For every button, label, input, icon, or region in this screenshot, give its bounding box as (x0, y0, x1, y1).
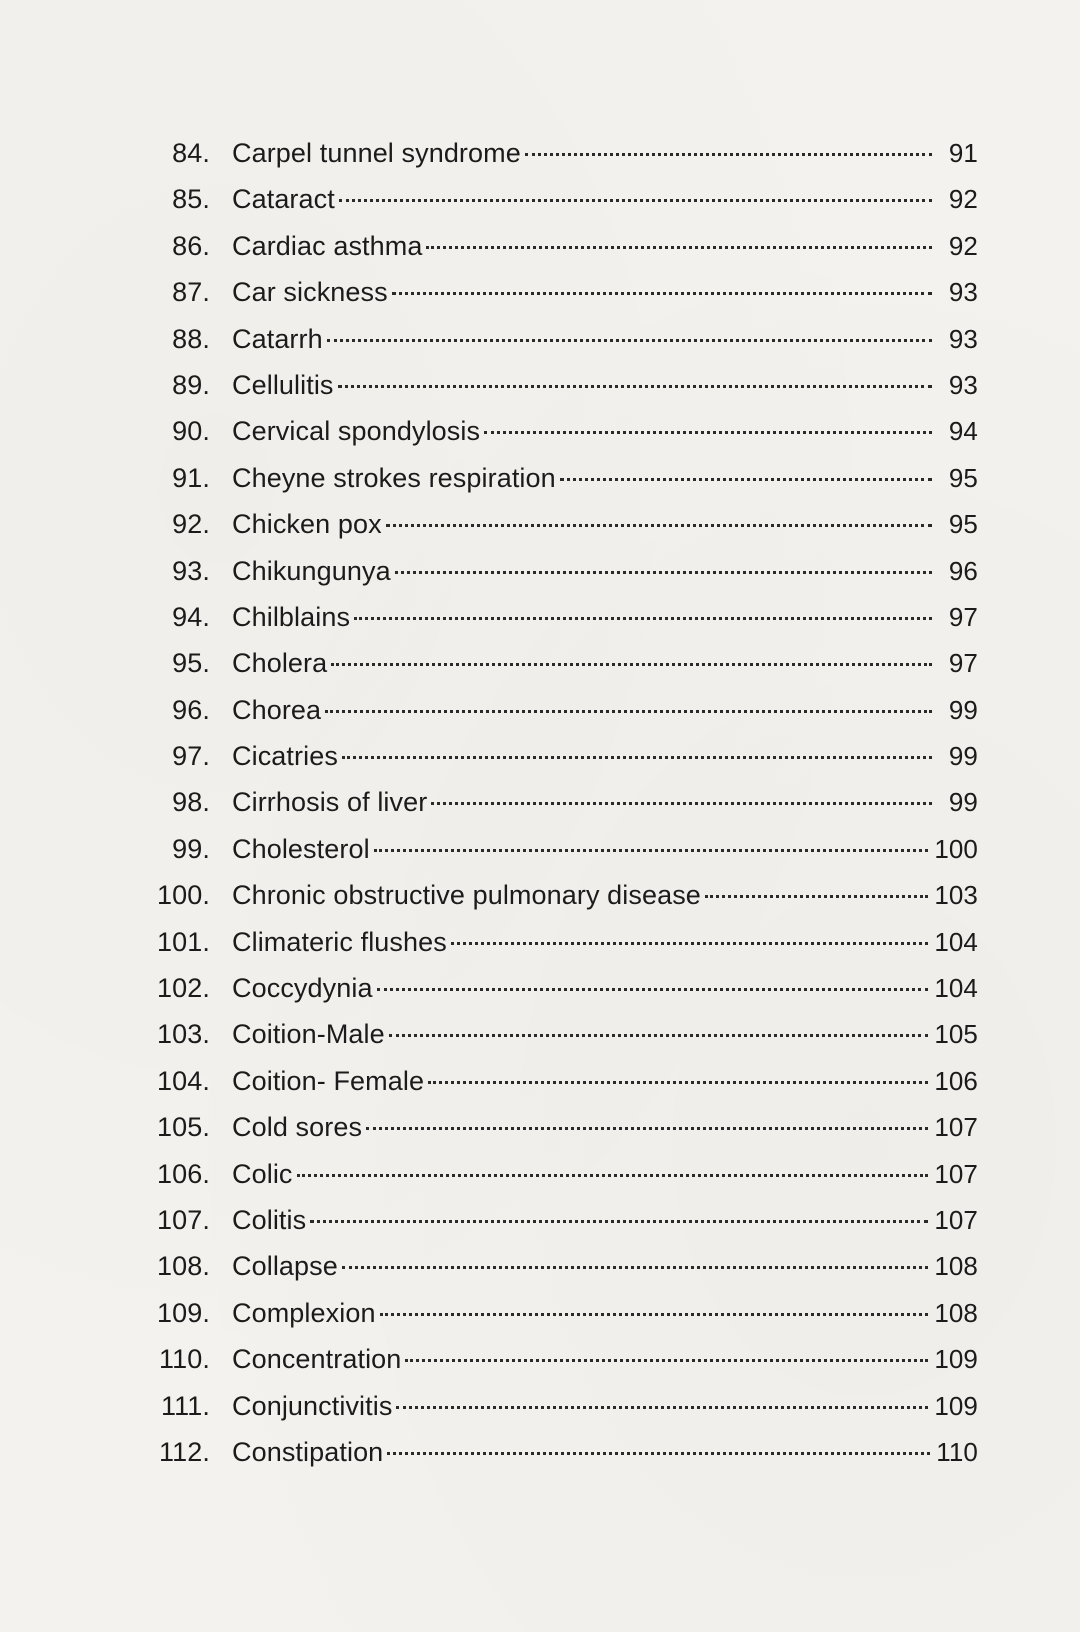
entry-page-number: 104 (934, 973, 978, 1004)
toc-entry (118, 223, 978, 269)
dot-leader (426, 246, 932, 249)
entry-title: Cellulitis (232, 369, 334, 400)
entry-title: Cardiac asthma (232, 230, 423, 261)
entry-title: Cholera (232, 648, 328, 679)
entry-title: Complexion (232, 1297, 376, 1328)
entry-page-number: 94 (948, 416, 978, 447)
toc-entry (118, 779, 978, 825)
entry-number: 94. (172, 601, 210, 632)
dot-leader (366, 1127, 928, 1130)
toc-entry (118, 1151, 978, 1197)
entry-page-number: 95 (948, 462, 978, 493)
entry-number: 85. (172, 184, 210, 215)
entry-number: 92. (172, 509, 210, 540)
dot-leader (386, 524, 932, 527)
dot-leader (342, 756, 932, 759)
dot-leader (405, 1359, 928, 1362)
toc-entry (118, 965, 978, 1011)
dot-leader (451, 942, 928, 945)
entry-number: 109. (157, 1297, 210, 1328)
dot-leader (325, 710, 932, 713)
toc-entry (118, 130, 978, 176)
entry-title: Coition- Female (232, 1065, 425, 1096)
entry-title: Constipation (232, 1436, 384, 1467)
dot-leader (389, 1034, 929, 1037)
entry-page-number: 93 (948, 277, 978, 308)
entry-number: 105. (157, 1112, 210, 1143)
entry-title: Carpel tunnel syndrome (232, 138, 521, 168)
entry-page-number: 108 (934, 1251, 978, 1282)
entry-page-number: 92 (948, 184, 978, 215)
entry-number: 104. (157, 1065, 210, 1096)
dot-leader (327, 339, 932, 342)
toc-entry (118, 176, 978, 222)
entry-page-number: 100 (934, 833, 978, 864)
dot-leader (377, 988, 929, 991)
toc-entry (118, 594, 978, 640)
toc-entry (118, 1336, 978, 1382)
entry-page-number: 92 (948, 230, 978, 261)
entry-page-number: 93 (948, 323, 978, 354)
entry-title: Chronic obstructive pulmonary disease (232, 880, 701, 911)
entry-title: Climateric flushes (232, 926, 447, 957)
entry-title: Cheyne strokes respiration (232, 462, 556, 493)
entry-number: 91. (172, 462, 210, 493)
entry-page-number: 107 (934, 1112, 978, 1143)
dot-leader (705, 895, 928, 898)
dot-leader (392, 292, 932, 295)
toc-entry (118, 733, 978, 779)
dot-leader (310, 1220, 928, 1223)
entry-page-number: 96 (948, 555, 978, 586)
entry-number: 99. (172, 833, 210, 864)
dot-leader (560, 478, 932, 481)
dot-leader (380, 1313, 929, 1316)
dot-leader (395, 571, 932, 574)
entry-number: 96. (172, 694, 210, 725)
dot-leader (374, 849, 929, 852)
dot-leader (396, 1406, 928, 1409)
toc-entry (118, 687, 978, 733)
entry-number: 112. (159, 1436, 210, 1467)
entry-number: 84. (172, 138, 210, 168)
entry-number: 108. (157, 1251, 210, 1282)
toc-entry (118, 362, 978, 408)
dot-leader (484, 431, 932, 434)
entry-page-number: 91 (948, 138, 978, 168)
entry-number: 110. (159, 1344, 210, 1375)
entry-title: Chicken pox (232, 509, 382, 540)
entry-number: 106. (157, 1158, 210, 1189)
entry-page-number: 97 (948, 601, 978, 632)
dot-leader (525, 153, 932, 156)
entry-number: 93. (172, 555, 210, 586)
dot-leader (342, 1266, 928, 1269)
entry-title: Collapse (232, 1251, 338, 1282)
toc-entry (118, 919, 978, 965)
entry-number: 98. (172, 787, 210, 818)
entry-title: Cataract (232, 184, 335, 215)
toc-entry (118, 872, 978, 918)
entry-page-number: 108 (934, 1297, 978, 1328)
dot-leader (331, 663, 932, 666)
toc-entry (118, 1383, 978, 1429)
entry-number: 100. (157, 880, 210, 911)
entry-page-number: 106 (934, 1065, 978, 1096)
entry-number: 107. (157, 1204, 210, 1235)
dot-leader (431, 802, 932, 805)
toc-entry (118, 548, 978, 594)
entry-title: Concentration (232, 1344, 402, 1375)
dot-leader (354, 617, 932, 620)
toc-entry (118, 455, 978, 501)
dot-leader (297, 1174, 929, 1177)
entry-number: 97. (172, 741, 210, 772)
entry-number: 86. (172, 230, 210, 261)
entry-title: Colitis (232, 1204, 307, 1235)
entry-title: Cholesterol (232, 833, 370, 864)
entry-title: Chorea (232, 694, 322, 725)
entry-number: 95. (172, 648, 210, 679)
table-of-contents (118, 130, 978, 1475)
entry-page-number: 97 (948, 648, 978, 679)
toc-entry (118, 1290, 978, 1336)
entry-title: Chilblains (232, 601, 351, 632)
entry-title: Chikungunya (232, 555, 391, 586)
entry-title: Coccydynia (232, 973, 373, 1004)
entry-title: Coition-Male (232, 1019, 385, 1050)
toc-entry (118, 826, 978, 872)
entry-title: Catarrh (232, 323, 323, 354)
entry-page-number: 103 (934, 880, 978, 911)
entry-page-number: 99 (948, 741, 978, 772)
toc-entry (118, 1197, 978, 1243)
entry-title: Colic (232, 1158, 293, 1189)
toc-entry (118, 501, 978, 547)
entry-title: Cirrhosis of liver (232, 787, 428, 818)
entry-page-number: 109 (934, 1344, 978, 1375)
entry-page-number: 93 (948, 369, 978, 400)
dot-leader (338, 385, 932, 388)
toc-entry (118, 316, 978, 362)
toc-entry (118, 1058, 978, 1104)
toc-entry (118, 1011, 978, 1057)
entry-number: 88. (172, 323, 210, 354)
toc-entry (118, 269, 978, 315)
entry-page-number: 95 (948, 509, 978, 540)
entry-title: Cicatries (232, 741, 338, 772)
entry-page-number: 109 (934, 1390, 978, 1421)
entry-page-number: 104 (934, 926, 978, 957)
entry-page-number: 99 (948, 694, 978, 725)
entry-number: 103. (157, 1019, 210, 1050)
toc-entry (118, 640, 978, 686)
dot-leader (339, 199, 932, 202)
entry-page-number: 99 (948, 787, 978, 818)
entry-number: 90. (172, 416, 210, 447)
entry-number: 87. (172, 277, 210, 308)
entry-number: 111. (161, 1390, 210, 1421)
entry-page-number: 107 (934, 1204, 978, 1235)
toc-entry (118, 1104, 978, 1150)
entry-page-number: 105 (934, 1019, 978, 1050)
entry-number: 89. (172, 369, 210, 400)
entry-page-number: 110 (936, 1436, 978, 1467)
toc-entry (118, 408, 978, 454)
entry-page-number: 107 (934, 1158, 978, 1189)
toc-entry (118, 1243, 978, 1289)
entry-title: Conjunctivitis (232, 1390, 393, 1421)
entry-number: 102. (157, 973, 210, 1004)
entry-title: Cervical spondylosis (232, 416, 481, 447)
entry-title: Car sickness (232, 277, 388, 308)
dot-leader (428, 1081, 928, 1084)
toc-entry (118, 1429, 978, 1475)
entry-title: Cold sores (232, 1112, 363, 1143)
entry-number: 101. (157, 926, 210, 957)
dot-leader (387, 1452, 930, 1455)
